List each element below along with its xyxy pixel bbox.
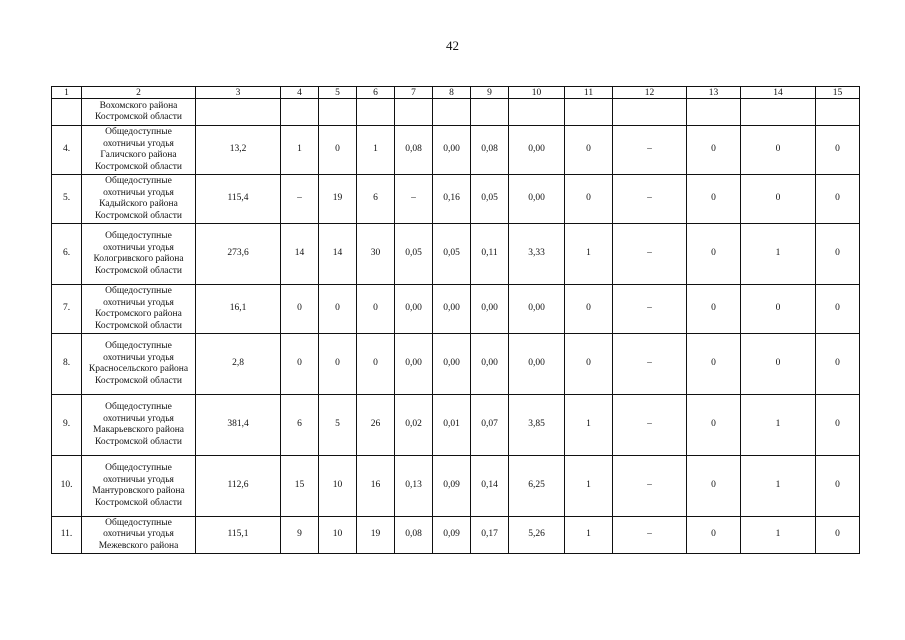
value-cell: 1 [565, 395, 613, 456]
value-cell: 0,05 [433, 224, 471, 285]
value-cell: 0 [741, 126, 816, 175]
table-row [52, 517, 860, 554]
value-cell: 0,09 [433, 517, 471, 554]
table-row [52, 126, 860, 175]
value-cell: 0 [816, 456, 860, 517]
table-row [52, 175, 860, 224]
header-cell: 5 [319, 87, 357, 99]
value-cell: 0,00 [509, 175, 565, 224]
value-cell: 0 [816, 334, 860, 395]
value-cell: – [613, 175, 687, 224]
table-row [52, 99, 860, 126]
value-cell: 0,00 [509, 126, 565, 175]
value-cell: 30 [357, 224, 395, 285]
page-number: 42 [446, 38, 459, 53]
row-number-cell: 10. [52, 456, 82, 517]
value-cell [565, 99, 613, 126]
header-cell: 6 [357, 87, 395, 99]
value-cell: 0 [741, 334, 816, 395]
table-row [52, 285, 860, 334]
value-cell: 0,05 [471, 175, 509, 224]
value-cell [395, 99, 433, 126]
value-cell: 1 [565, 224, 613, 285]
value-cell [357, 99, 395, 126]
value-cell: – [613, 395, 687, 456]
area-name-cell: Общедоступные охотничьи угодья Кадыйского района Костромской области [82, 175, 196, 224]
header-row [52, 87, 860, 99]
header-cell: 12 [613, 87, 687, 99]
header-cell: 4 [281, 87, 319, 99]
value-cell: 0,05 [395, 224, 433, 285]
value-cell: 0,00 [433, 334, 471, 395]
header-cell: 8 [433, 87, 471, 99]
value-cell [433, 99, 471, 126]
value-cell: 0 [357, 334, 395, 395]
value-cell: 26 [357, 395, 395, 456]
header-cell: 13 [687, 87, 741, 99]
row-number-cell: 9. [52, 395, 82, 456]
value-cell: 0 [687, 395, 741, 456]
value-cell: 5 [319, 395, 357, 456]
value-cell: 0 [741, 285, 816, 334]
header-cell: 11 [565, 87, 613, 99]
value-cell: 0,00 [433, 126, 471, 175]
value-cell: 0,00 [471, 285, 509, 334]
area-name-cell: Общедоступные охотничьи угодья Мантуровского района Костромской области [82, 456, 196, 517]
area-name-cell: Вохомского района Костромской области [82, 99, 196, 126]
row-number-cell: 5. [52, 175, 82, 224]
header-cell: 15 [816, 87, 860, 99]
value-cell: 0 [687, 334, 741, 395]
value-cell: 1 [741, 395, 816, 456]
value-cell: 16 [357, 456, 395, 517]
area-name-cell: Общедоступные охотничьи угодья Кологривского района Костромской области [82, 224, 196, 285]
value-cell: 0,00 [509, 334, 565, 395]
value-cell: – [613, 285, 687, 334]
value-cell: 0,17 [471, 517, 509, 554]
area-name-cell: Общедоступные охотничьи угодья Костромского района Костромской области [82, 285, 196, 334]
value-cell: 0 [816, 126, 860, 175]
value-cell: 115,1 [196, 517, 281, 554]
value-cell: 1 [565, 517, 613, 554]
row-number-cell: 8. [52, 334, 82, 395]
value-cell: 0,00 [509, 285, 565, 334]
value-cell [816, 99, 860, 126]
value-cell: 3,33 [509, 224, 565, 285]
value-cell: 1 [357, 126, 395, 175]
value-cell [687, 99, 741, 126]
value-cell: 0,11 [471, 224, 509, 285]
value-cell: 14 [319, 224, 357, 285]
table-row [52, 456, 860, 517]
value-cell: 10 [319, 517, 357, 554]
value-cell: 0,08 [471, 126, 509, 175]
value-cell: – [613, 334, 687, 395]
value-cell [741, 99, 816, 126]
value-cell: 2,8 [196, 334, 281, 395]
value-cell: 0 [281, 285, 319, 334]
value-cell: 0 [565, 334, 613, 395]
value-cell: 0,00 [433, 285, 471, 334]
header-cell: 3 [196, 87, 281, 99]
value-cell: 5,26 [509, 517, 565, 554]
area-name-cell: Общедоступные охотничьи угодья Галичского района Костромской области [82, 126, 196, 175]
value-cell: 0 [687, 224, 741, 285]
value-cell: 0 [565, 126, 613, 175]
value-cell: 0 [319, 334, 357, 395]
area-name-cell: Общедоступные охотничьи угодья Межевского района [82, 517, 196, 554]
value-cell: 0 [816, 224, 860, 285]
value-cell: 19 [319, 175, 357, 224]
value-cell: 15 [281, 456, 319, 517]
value-cell: 0,13 [395, 456, 433, 517]
value-cell: 0 [687, 456, 741, 517]
row-number-cell: 6. [52, 224, 82, 285]
value-cell: 9 [281, 517, 319, 554]
value-cell: 381,4 [196, 395, 281, 456]
value-cell: 0 [816, 395, 860, 456]
row-number-cell: 7. [52, 285, 82, 334]
header-cell: 7 [395, 87, 433, 99]
value-cell: 0 [687, 175, 741, 224]
value-cell: 1 [281, 126, 319, 175]
value-cell: 6 [281, 395, 319, 456]
table-row [52, 334, 860, 395]
header-cell: 2 [82, 87, 196, 99]
value-cell: 0 [281, 334, 319, 395]
value-cell [509, 99, 565, 126]
value-cell: 1 [741, 224, 816, 285]
value-cell: 16,1 [196, 285, 281, 334]
value-cell: 273,6 [196, 224, 281, 285]
value-cell: 3,85 [509, 395, 565, 456]
value-cell: 19 [357, 517, 395, 554]
header-cell: 14 [741, 87, 816, 99]
area-name-cell: Общедоступные охотничьи угодья Красносельского района Костромской области [82, 334, 196, 395]
value-cell: 0,07 [471, 395, 509, 456]
row-number-cell [52, 99, 82, 126]
value-cell: 0 [565, 285, 613, 334]
value-cell: – [281, 175, 319, 224]
value-cell: 14 [281, 224, 319, 285]
value-cell: 0,00 [395, 334, 433, 395]
value-cell: 1 [565, 456, 613, 517]
table-row [52, 224, 860, 285]
header-cell: 1 [52, 87, 82, 99]
table-row [52, 395, 860, 456]
value-cell: 0,00 [471, 334, 509, 395]
value-cell: 1 [741, 517, 816, 554]
value-cell: 10 [319, 456, 357, 517]
value-cell: 0,08 [395, 517, 433, 554]
row-number-cell: 4. [52, 126, 82, 175]
data-table [51, 86, 860, 554]
value-cell: 0,00 [395, 285, 433, 334]
table-body [52, 87, 860, 554]
value-cell [471, 99, 509, 126]
value-cell: – [613, 126, 687, 175]
value-cell [196, 99, 281, 126]
value-cell: 0,02 [395, 395, 433, 456]
value-cell: 0 [816, 517, 860, 554]
value-cell: 0 [357, 285, 395, 334]
value-cell: 0 [816, 175, 860, 224]
value-cell: – [395, 175, 433, 224]
value-cell: 0,14 [471, 456, 509, 517]
value-cell: 112,6 [196, 456, 281, 517]
value-cell: 0 [687, 285, 741, 334]
header-cell: 9 [471, 87, 509, 99]
value-cell: 6,25 [509, 456, 565, 517]
value-cell [613, 99, 687, 126]
value-cell: 0 [816, 285, 860, 334]
value-cell: 13,2 [196, 126, 281, 175]
value-cell: 0 [741, 175, 816, 224]
value-cell: 0,01 [433, 395, 471, 456]
value-cell: 115,4 [196, 175, 281, 224]
value-cell [319, 99, 357, 126]
value-cell: 0 [319, 285, 357, 334]
value-cell [281, 99, 319, 126]
value-cell: – [613, 456, 687, 517]
value-cell: 6 [357, 175, 395, 224]
header-cell: 10 [509, 87, 565, 99]
row-number-cell: 11. [52, 517, 82, 554]
value-cell: 0 [319, 126, 357, 175]
value-cell: 0,09 [433, 456, 471, 517]
area-name-cell: Общедоступные охотничьи угодья Макарьевского района Костромской области [82, 395, 196, 456]
value-cell: 0 [565, 175, 613, 224]
value-cell: 0,08 [395, 126, 433, 175]
value-cell: 1 [741, 456, 816, 517]
value-cell: 0 [687, 126, 741, 175]
value-cell: 0,16 [433, 175, 471, 224]
value-cell: 0 [687, 517, 741, 554]
value-cell: – [613, 224, 687, 285]
value-cell: – [613, 517, 687, 554]
